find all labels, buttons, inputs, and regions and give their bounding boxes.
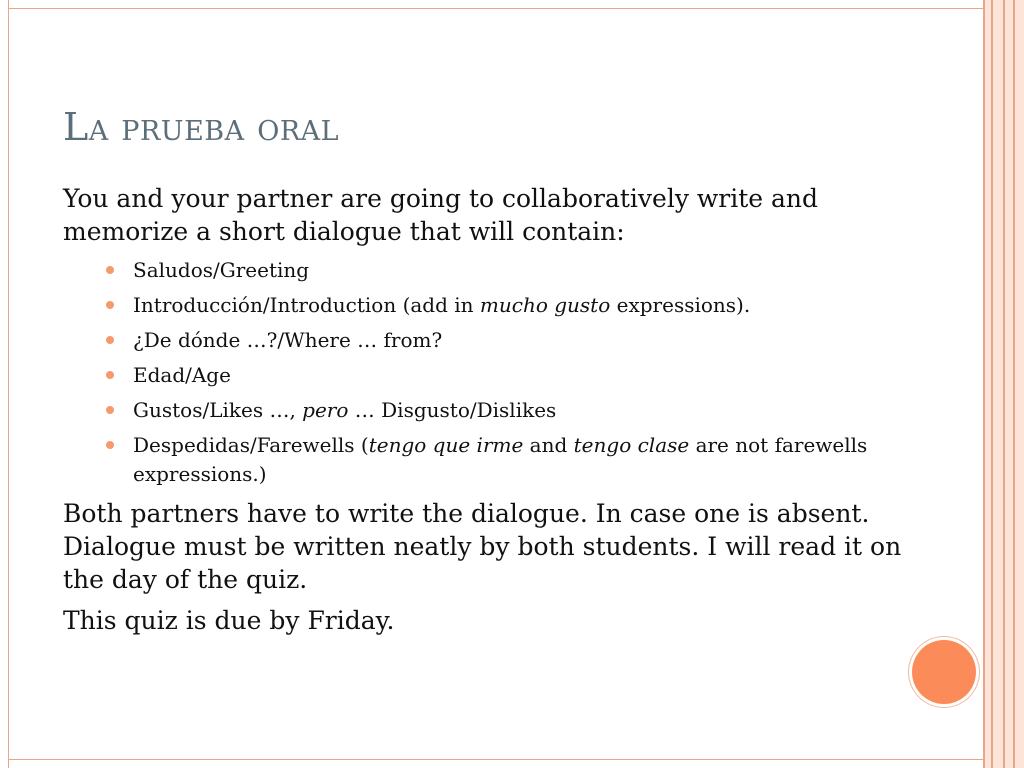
frame-top-line xyxy=(8,8,983,9)
instructions-paragraph: Both partners have to write the dialogue. In case one is absent. Dialogue must be written neatly by both students. I will read it on the day of the quiz. xyxy=(63,499,902,594)
bullet-text: Introducción/Introduction (add in xyxy=(133,293,480,317)
list-item xyxy=(133,431,903,489)
bullet-text: ¿De dónde …?/Where … from? xyxy=(133,328,443,352)
list-item xyxy=(133,326,903,355)
bullet-text: and xyxy=(523,433,574,457)
list-item xyxy=(133,361,903,390)
bullet-italic-text: pero xyxy=(302,398,349,422)
frame-bottom-line xyxy=(8,759,983,760)
bullet-icon xyxy=(106,371,114,379)
right-stripe xyxy=(1015,0,1024,768)
bullet-icon xyxy=(106,441,114,449)
bullet-list xyxy=(63,256,903,489)
bullet-italic-text: tengo clase xyxy=(573,433,690,457)
bullet-italic-text: tengo que irme xyxy=(368,433,524,457)
list-item xyxy=(133,291,903,320)
intro-paragraph: You and your partner are going to collaboratively write and memorize a short dialogue that will contain: xyxy=(63,184,819,246)
slide-body xyxy=(63,182,903,645)
bullet-italic-text: mucho gusto xyxy=(479,293,611,317)
list-item xyxy=(133,396,903,425)
bullet-icon xyxy=(106,406,114,414)
bullet-icon xyxy=(106,266,114,274)
bullet-icon xyxy=(106,336,114,344)
slide-title: La prueba oral xyxy=(63,105,340,149)
bullet-icon xyxy=(106,301,114,309)
frame-left-line xyxy=(8,0,9,768)
right-stripe xyxy=(993,0,1003,768)
bullet-text: Edad/Age xyxy=(133,363,231,387)
bullet-text: Gustos/Likes …, xyxy=(133,398,303,422)
bullet-text: are not farewells expressions.) xyxy=(133,433,868,486)
bullet-text: Despedidas/Farewells ( xyxy=(133,433,369,457)
bullet-text: Saludos/Greeting xyxy=(133,258,310,282)
right-stripe xyxy=(1005,0,1013,768)
due-date-paragraph: This quiz is due by Friday. xyxy=(63,606,395,635)
decorative-circle xyxy=(912,640,976,704)
bullet-text: … Disgusto/Dislikes xyxy=(348,398,557,422)
bullet-text: expressions). xyxy=(610,293,751,317)
list-item xyxy=(133,256,903,285)
